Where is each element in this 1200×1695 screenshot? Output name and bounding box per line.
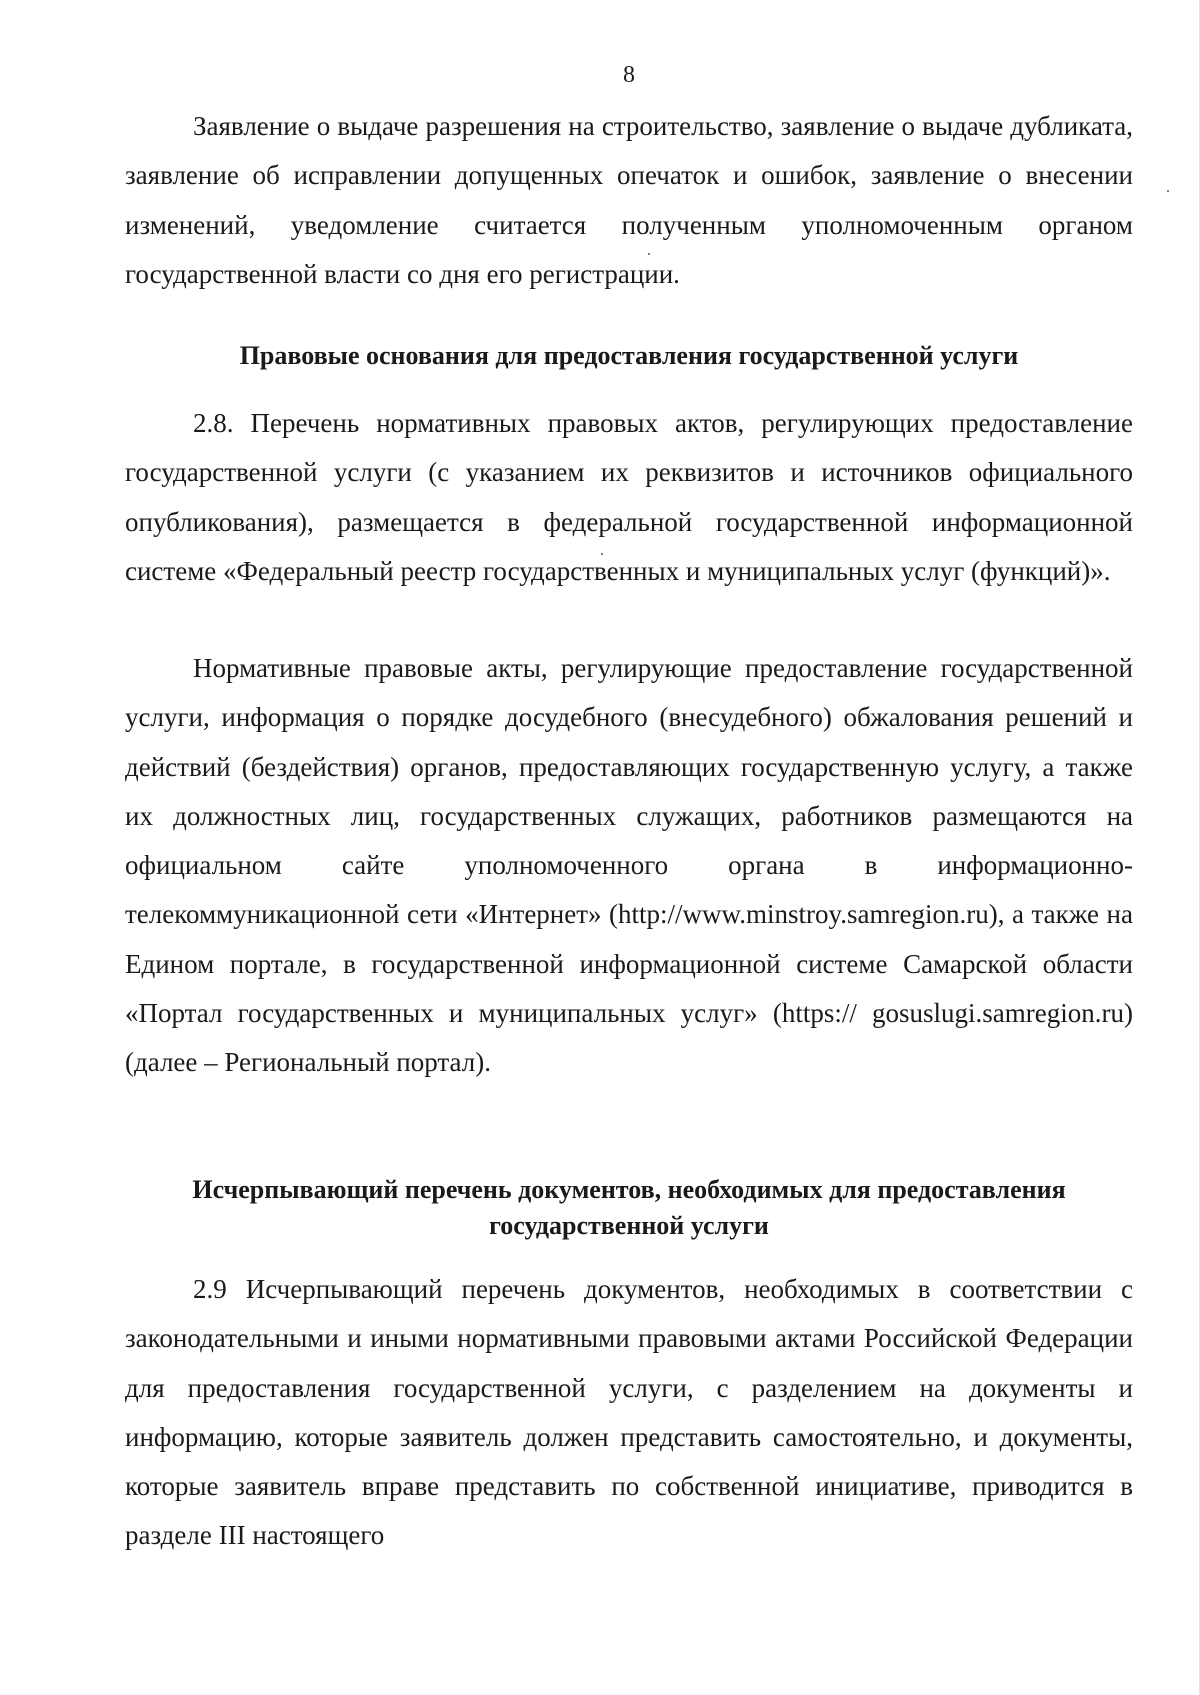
heading-documents-list: Исчерпывающий перечень документов, необходимых для предоставления государственной услуги bbox=[192, 1175, 1066, 1240]
scan-speck bbox=[648, 253, 650, 255]
scan-speck bbox=[1167, 190, 1169, 192]
page-number: 8 bbox=[623, 62, 635, 88]
heading-legal-grounds: Правовые основания для предоставления государственной услуги bbox=[239, 341, 1019, 370]
paragraph-normative-acts: Нормативные правовые акты, регулирующие предоставление государственной услуги, информация о порядке досудебного (внесудебного) обжалования решений и действий (бездействия) органов, предоставляющих государственную услугу, а также их должностных лиц, государственных служащих, работников размещаются на официальном сайте уполномоченного органа в информационно-телекоммуникационной сети «Интернет» (http://www.minstroy.samregion.ru), а также на Едином портале, в государственной информационной системе Самарской области «Портал государственных и муниципальных услуг» (https:// gosuslugi.samregion.ru) (далее – Региональный портал). bbox=[125, 653, 1133, 1078]
paragraph-2-9: 2.9 Исчерпывающий перечень документов, необходимых в соответствии с законодательными и иными нормативными правовыми актами Российской Федерации для предоставления государственной услуги, с разделением на документы и информацию, которые заявитель должен представить самостоятельно, и документы, которые заявитель вправе представить по собственной инициативе, приводится в разделе III настоящего bbox=[125, 1274, 1133, 1551]
paragraph-2-8: 2.8. Перечень нормативных правовых актов, регулирующих предоставление государственной услуги (с указанием их реквизитов и источников официального опубликования), размещается в федеральной государственной информационной системе «Федеральный реестр государственных и муниципальных услуг (функций)». bbox=[125, 408, 1133, 586]
scan-speck bbox=[601, 553, 603, 555]
paragraph-application-registration: Заявление о выдаче разрешения на строительство, заявление о выдаче дубликата, заявление об исправлении допущенных опечаток и ошибок, заявление о внесении изменений, уведомление считается полученным уполномоченным органом государственной власти со дня его регистрации. bbox=[125, 111, 1133, 289]
